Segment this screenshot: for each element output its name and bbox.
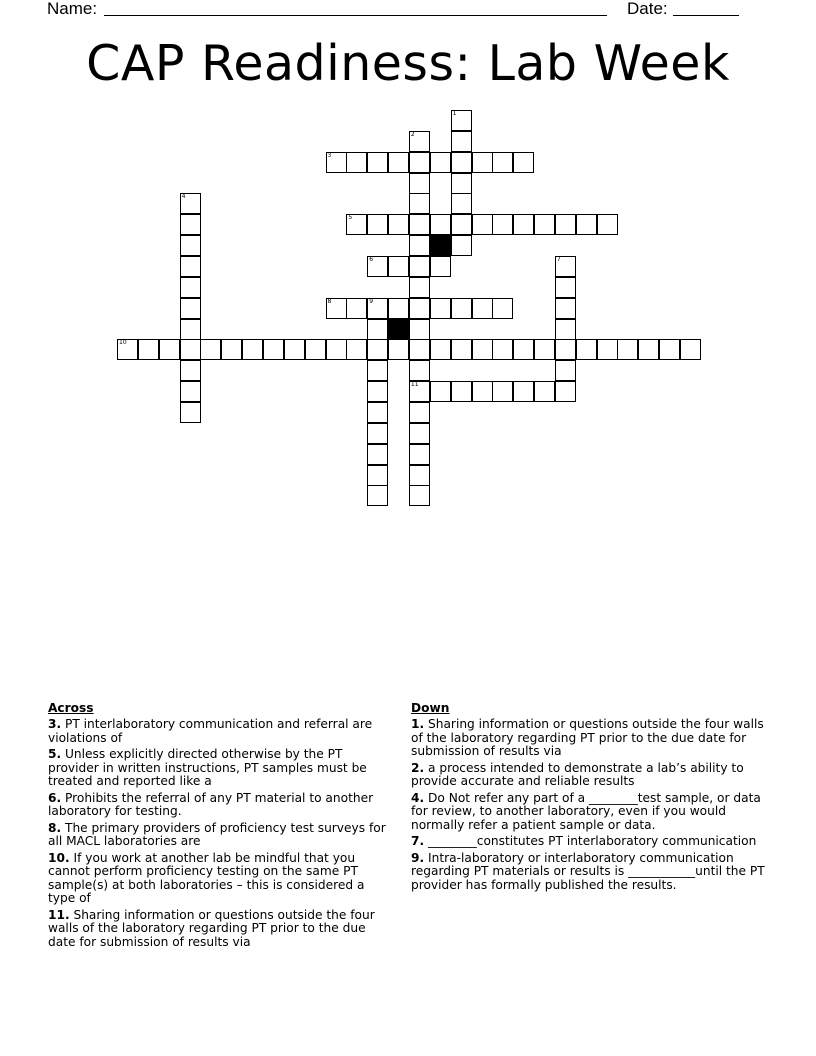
clue-text: a process intended to demonstrate a lab’s ability to provide accurate and reliable results bbox=[411, 760, 744, 788]
cell-number: 7 bbox=[556, 256, 561, 263]
clue-across bbox=[48, 718, 393, 745]
down-clue-list bbox=[411, 718, 771, 892]
answer-cell[interactable] bbox=[597, 214, 618, 235]
clue-across bbox=[48, 822, 393, 849]
answer-cell[interactable] bbox=[388, 339, 409, 360]
answer-cell[interactable] bbox=[430, 256, 451, 277]
clue-across bbox=[48, 909, 393, 950]
answer-cell[interactable] bbox=[555, 214, 576, 235]
down-heading: Down bbox=[411, 701, 450, 715]
answer-cell[interactable] bbox=[200, 339, 221, 360]
clue-across bbox=[48, 748, 393, 789]
cell-number: 8 bbox=[327, 297, 332, 305]
answer-cell[interactable] bbox=[430, 152, 451, 173]
clue-text: Intra-laboratory or interlaboratory communication regarding PT materials or results is ___________until the PT provider has formally published the results. bbox=[411, 850, 765, 892]
answer-cell[interactable] bbox=[409, 465, 430, 486]
answer-cell[interactable] bbox=[451, 214, 472, 235]
answer-cell[interactable] bbox=[326, 152, 347, 173]
answer-cell[interactable] bbox=[513, 381, 534, 402]
answer-cell[interactable] bbox=[388, 298, 409, 319]
answer-cell[interactable] bbox=[409, 360, 430, 381]
answer-cell[interactable] bbox=[409, 381, 430, 402]
answer-cell[interactable] bbox=[409, 256, 430, 277]
answer-cell[interactable] bbox=[472, 152, 493, 173]
across-clue-list bbox=[48, 718, 393, 949]
answer-cell[interactable] bbox=[367, 298, 388, 319]
answer-cell[interactable] bbox=[409, 277, 430, 298]
cell-number: 3 bbox=[327, 151, 332, 159]
answer-cell[interactable] bbox=[409, 402, 430, 423]
answer-cell[interactable] bbox=[472, 214, 493, 235]
clue-text: The primary providers of proficiency test surveys for all MACL laboratories are bbox=[48, 820, 386, 848]
answer-cell[interactable] bbox=[451, 173, 472, 194]
answer-cell[interactable] bbox=[555, 277, 576, 298]
clue-down bbox=[411, 852, 771, 893]
clue-down bbox=[411, 762, 771, 789]
answer-cell[interactable] bbox=[409, 339, 430, 360]
answer-cell[interactable] bbox=[492, 339, 513, 360]
answer-cell[interactable] bbox=[388, 152, 409, 173]
answer-cell[interactable] bbox=[263, 339, 284, 360]
clue-across bbox=[48, 852, 393, 906]
answer-cell[interactable] bbox=[555, 298, 576, 319]
answer-cell[interactable] bbox=[180, 214, 201, 235]
blocked-cell bbox=[430, 235, 451, 256]
answer-cell[interactable] bbox=[430, 339, 451, 360]
answer-cell[interactable] bbox=[472, 381, 493, 402]
answer-cell[interactable] bbox=[555, 360, 576, 381]
clue-number: 7. bbox=[411, 834, 425, 848]
answer-cell[interactable] bbox=[430, 381, 451, 402]
answer-cell[interactable] bbox=[180, 339, 201, 360]
across-heading: Across bbox=[48, 701, 94, 715]
answer-cell[interactable] bbox=[326, 339, 347, 360]
cell-number: 1 bbox=[452, 110, 457, 117]
crossword-grid bbox=[0, 0, 816, 520]
cell-number: 5 bbox=[348, 214, 353, 222]
answer-cell[interactable] bbox=[472, 298, 493, 319]
answer-cell[interactable] bbox=[638, 339, 659, 360]
clue-text: Sharing information or questions outside the four walls of the laboratory regarding PT prior to the due date for submission of results via bbox=[48, 907, 375, 949]
clue-down bbox=[411, 835, 771, 849]
answer-cell[interactable] bbox=[346, 339, 367, 360]
clue-text: Sharing information or questions outside the four walls of the laboratory regarding PT prior to the due date for submission of results via bbox=[411, 717, 764, 758]
clue-number: 2. bbox=[411, 760, 425, 775]
answer-cell[interactable] bbox=[367, 465, 388, 486]
answer-cell[interactable] bbox=[367, 444, 388, 465]
answer-cell[interactable] bbox=[513, 152, 534, 173]
clue-number: 11. bbox=[48, 907, 70, 922]
answer-cell[interactable] bbox=[409, 152, 430, 173]
clue-number: 6. bbox=[48, 790, 62, 805]
clue-number: 9. bbox=[411, 850, 425, 865]
answer-cell[interactable] bbox=[451, 298, 472, 319]
answer-cell[interactable] bbox=[367, 152, 388, 173]
answer-cell[interactable] bbox=[492, 152, 513, 173]
answer-cell[interactable] bbox=[430, 214, 451, 235]
answer-cell[interactable] bbox=[180, 381, 201, 402]
answer-cell[interactable] bbox=[159, 339, 180, 360]
answer-cell[interactable] bbox=[346, 298, 367, 319]
answer-cell[interactable] bbox=[409, 298, 430, 319]
answer-cell[interactable] bbox=[409, 173, 430, 194]
answer-cell[interactable] bbox=[451, 339, 472, 360]
answer-cell[interactable] bbox=[451, 381, 472, 402]
answer-cell[interactable] bbox=[409, 235, 430, 256]
answer-cell[interactable] bbox=[555, 319, 576, 340]
answer-cell[interactable] bbox=[513, 214, 534, 235]
cell-number: 9 bbox=[369, 297, 374, 305]
answer-cell[interactable] bbox=[534, 214, 555, 235]
answer-cell[interactable] bbox=[367, 485, 388, 506]
answer-cell[interactable] bbox=[326, 298, 347, 319]
clue-across bbox=[48, 792, 393, 819]
answer-cell[interactable] bbox=[242, 339, 263, 360]
answer-cell[interactable] bbox=[180, 256, 201, 277]
answer-cell[interactable] bbox=[367, 423, 388, 444]
answer-cell[interactable] bbox=[180, 193, 201, 214]
answer-cell[interactable] bbox=[451, 110, 472, 131]
clue-number: 10. bbox=[48, 850, 70, 865]
answer-cell[interactable] bbox=[346, 152, 367, 173]
clue-text: Prohibits the referral of any PT material to another laboratory for testing. bbox=[48, 790, 374, 818]
answer-cell[interactable] bbox=[409, 485, 430, 506]
page-title: CAP Readiness: Lab Week bbox=[86, 35, 730, 92]
answer-cell[interactable] bbox=[367, 319, 388, 340]
answer-cell[interactable] bbox=[534, 339, 555, 360]
answer-cell[interactable] bbox=[180, 235, 201, 256]
clue-number: 3. bbox=[48, 717, 62, 731]
answer-cell[interactable] bbox=[680, 339, 701, 360]
answer-cell[interactable] bbox=[180, 298, 201, 319]
answer-cell[interactable] bbox=[492, 381, 513, 402]
cell-number: 11 bbox=[410, 381, 419, 389]
answer-cell[interactable] bbox=[576, 339, 597, 360]
answer-cell[interactable] bbox=[117, 339, 138, 360]
answer-cell[interactable] bbox=[534, 381, 555, 402]
clue-text: Do Not refer any part of a ________test sample, or data for review, to another laboratory, even if you would normally refer a patient sample or data. bbox=[411, 790, 761, 832]
answer-cell[interactable] bbox=[388, 256, 409, 277]
answer-cell[interactable] bbox=[388, 214, 409, 235]
answer-cell[interactable] bbox=[513, 339, 534, 360]
answer-cell[interactable] bbox=[346, 214, 367, 235]
down-clues bbox=[411, 701, 771, 895]
answer-cell[interactable] bbox=[555, 256, 576, 277]
answer-cell[interactable] bbox=[576, 214, 597, 235]
answer-cell[interactable] bbox=[284, 339, 305, 360]
answer-cell[interactable] bbox=[180, 319, 201, 340]
answer-cell[interactable] bbox=[367, 256, 388, 277]
answer-cell[interactable] bbox=[409, 319, 430, 340]
answer-cell[interactable] bbox=[451, 152, 472, 173]
answer-cell[interactable] bbox=[180, 402, 201, 423]
answer-cell[interactable] bbox=[555, 339, 576, 360]
answer-cell[interactable] bbox=[451, 193, 472, 214]
answer-cell[interactable] bbox=[617, 339, 638, 360]
answer-cell[interactable] bbox=[305, 339, 326, 360]
clue-number: 1. bbox=[411, 717, 425, 731]
answer-cell[interactable] bbox=[430, 298, 451, 319]
answer-cell[interactable] bbox=[221, 339, 242, 360]
answer-cell[interactable] bbox=[367, 360, 388, 381]
cell-number: 10 bbox=[119, 339, 127, 347]
answer-cell[interactable] bbox=[409, 193, 430, 214]
across-clues bbox=[48, 701, 393, 952]
answer-cell[interactable] bbox=[367, 339, 388, 360]
answer-cell[interactable] bbox=[409, 214, 430, 235]
answer-cell[interactable] bbox=[409, 131, 430, 152]
answer-cell[interactable] bbox=[451, 131, 472, 152]
answer-cell[interactable] bbox=[180, 360, 201, 381]
cell-number: 4 bbox=[181, 193, 186, 201]
clue-number: 8. bbox=[48, 820, 62, 835]
answer-cell[interactable] bbox=[451, 235, 472, 256]
clue-number: 5. bbox=[48, 747, 62, 761]
answer-cell[interactable] bbox=[367, 402, 388, 423]
cell-number: 2 bbox=[410, 130, 415, 138]
answer-cell[interactable] bbox=[555, 381, 576, 402]
answer-cell[interactable] bbox=[492, 298, 513, 319]
name-label: Name: bbox=[47, 0, 98, 18]
blocked-cell bbox=[388, 319, 409, 340]
clue-text: If you work at another lab be mindful that you cannot perform proficiency testing on the same PT sample(s) at both laboratories – this is considered a type of bbox=[48, 850, 365, 905]
date-label: Date: bbox=[627, 0, 668, 18]
answer-cell[interactable] bbox=[409, 423, 430, 444]
clue-text: Unless explicitly directed otherwise by the PT provider in written instructions, PT samples must be treated and reported like a bbox=[48, 747, 367, 788]
answer-cell[interactable] bbox=[367, 214, 388, 235]
answer-cell[interactable] bbox=[138, 339, 159, 360]
answer-cell[interactable] bbox=[597, 339, 618, 360]
clue-down bbox=[411, 718, 771, 759]
clue-down bbox=[411, 792, 771, 833]
answer-cell[interactable] bbox=[492, 214, 513, 235]
answer-cell[interactable] bbox=[367, 381, 388, 402]
answer-cell[interactable] bbox=[180, 277, 201, 298]
cell-number: 6 bbox=[369, 256, 374, 263]
clue-text: ________constitutes PT interlaboratory communication bbox=[428, 834, 757, 848]
answer-cell[interactable] bbox=[659, 339, 680, 360]
answer-cell[interactable] bbox=[409, 444, 430, 465]
answer-cell[interactable] bbox=[472, 339, 493, 360]
clue-number: 4. bbox=[411, 790, 425, 805]
clue-text: PT interlaboratory communication and referral are violations of bbox=[48, 717, 373, 745]
